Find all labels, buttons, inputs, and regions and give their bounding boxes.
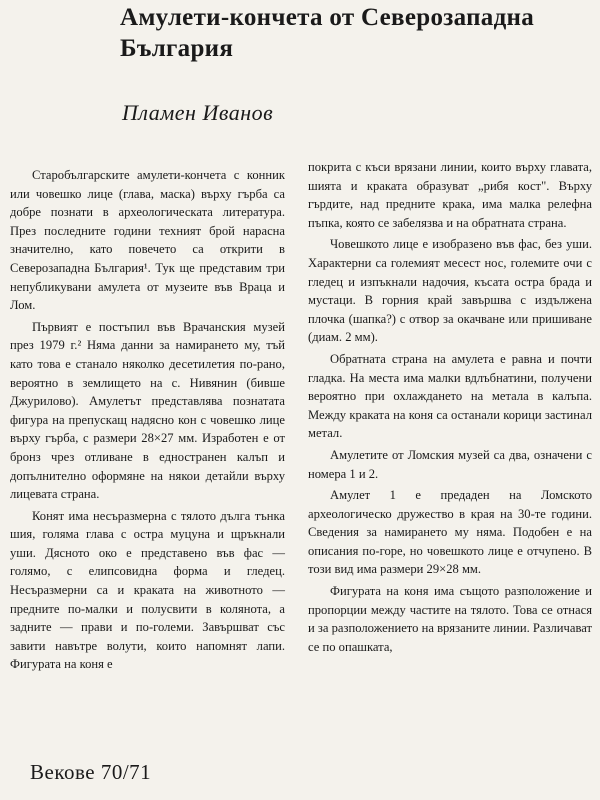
paragraph: Фигурата на коня има същото разположение и пропорции между частите на тялото. Това се отнася и за разположението на врязаните линии. Различават се по опашката, xyxy=(308,584,592,654)
paragraph: Обратната страна на амулета е равна и почти гладка. На места има малки вдлъбнатини, получени вероятно при охлаждането на метала в калъпа. Между краката на коня са останали корици застинал метал. xyxy=(308,351,592,441)
article-title: Амулети-кончета от Северозападна България xyxy=(120,4,535,62)
paragraph: Амулетите от Ломския музей са два, означени с номера 1 и 2. xyxy=(308,447,592,481)
journal-footer: Векове 70/71 xyxy=(30,760,152,784)
paragraph: Старобългарските амулети-кончета с конник или човешко лице (глава, маска) върху гърба са добре познати в археологическата литература. През последните години техният брой нарасна значително, като повечето са открити в Северозападна България¹. Тук ще представим три непубликувани амулета от музеите във Враца и Лом. xyxy=(10,168,285,313)
left-column xyxy=(10,166,285,674)
paragraph: Първият е постъпил във Врачанския музей през 1979 г.² Няма данни за намирането му, тъй като това е станало няколко десетилетия по-рано, вероятно в землището на с. Нивянин (бивше Джурилово). Амулетът представлява познатата фигура на препускащ надясно кон с човешко лице върху гърба, с размери 28×27 мм. Изработен е от бронз чрез отливане в едностранен калъп и допълнително оформяне на някои детайли върху лицевата страна. xyxy=(10,319,285,502)
article-author: Пламен Иванов xyxy=(122,100,274,125)
paragraph: Човешкото лице е изобразено във фас, без уши. Характерни са големият месест нос, големите очи с гледец и изпъкнали надочия, късата остра брада и мустаци. В горния край завършва с издължена плочка (шапка?) с отвор за окачване или пришиване (диам. 2 мм). xyxy=(308,237,592,345)
right-column xyxy=(308,158,592,656)
paragraph: покрита с къси врязани линии, които върху главата, шията и краката образуват „рибя кост". Върху гърдите, над предните крака, има малка релефна пъпка, която се забелязва и на обратната страна. xyxy=(308,160,592,230)
paragraph: Амулет 1 е предаден на Ломското археологическо дружество в края на 30-те години. Сведения за намирането му няма. Подобен е на описания по-горе, но човешкото лице е отчупено. В този вид има размери 29×28 мм. xyxy=(308,488,592,577)
paragraph: Конят има несъразмерна с тялото дълга тънка шия, голяма глава с остра муцуна и щръкнали уши. Дясното око е представено във фас — голямо, с елипсовидна форма и гледец. Несъразмерни са и краката на животното — предните по-малки и полусвити в колянота, а задните — прави и по-големи. Завършват със завити навътре волути, които напомнят лапи. Фигурата на коня е xyxy=(10,508,285,672)
